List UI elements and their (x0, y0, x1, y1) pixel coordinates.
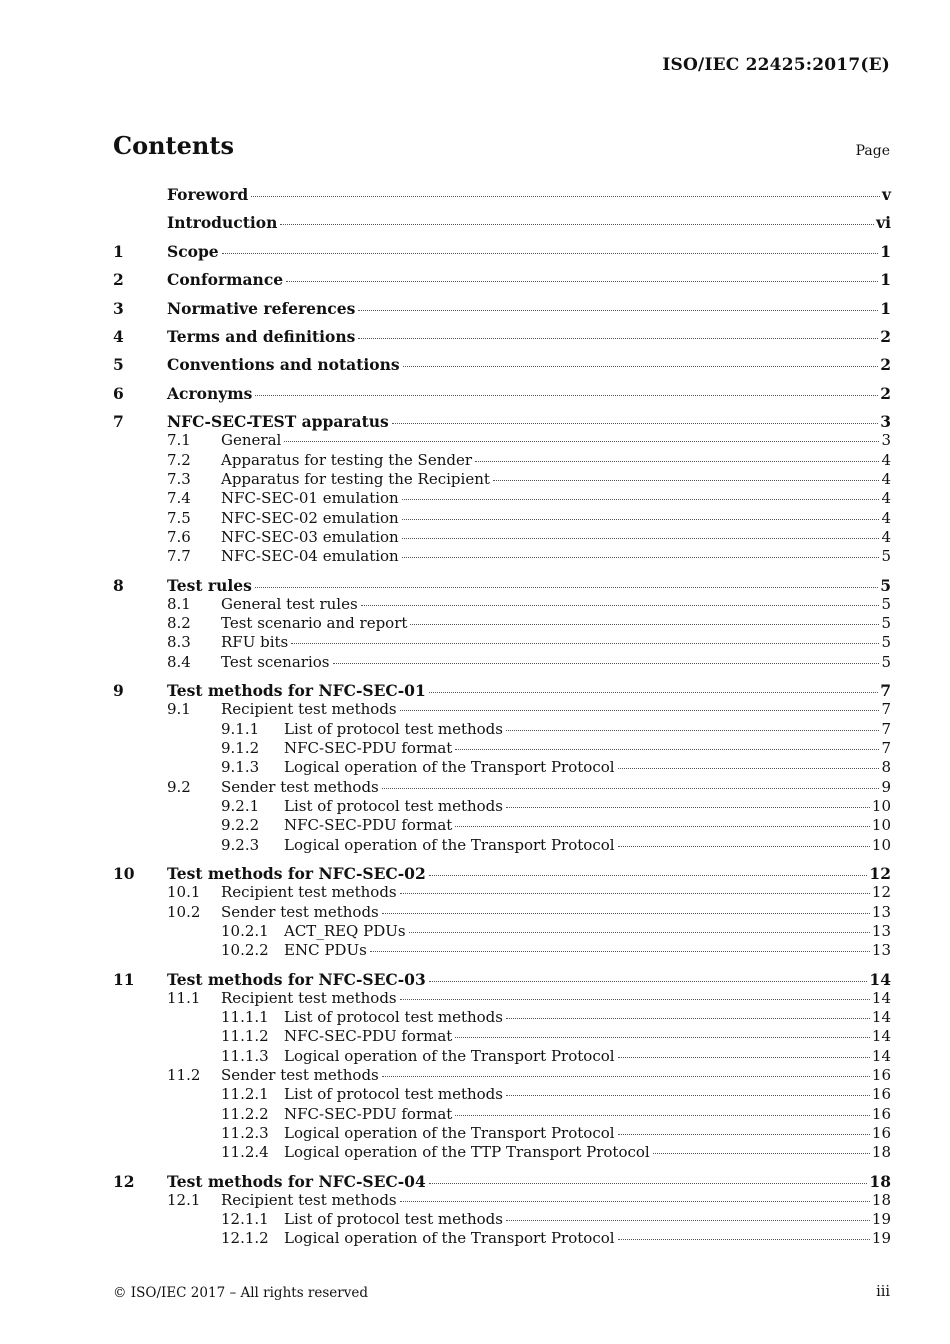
toc-entry-title: Recipient test methods (221, 883, 397, 902)
document-id: ISO/IEC 22425:2017(E) (662, 55, 890, 75)
toc-entry-page: 10 (871, 796, 891, 815)
toc-entry-page: 3 (881, 431, 891, 450)
toc-entry-page: 10 (871, 835, 891, 854)
toc-entry-page: 7 (881, 700, 891, 719)
footer-copyright: © ISO/IEC 2017 – All rights reserved (113, 1285, 368, 1301)
toc-entry-page: 19 (871, 1229, 891, 1248)
toc-entry-number: 10.2.1 (221, 921, 269, 940)
dot-leader (506, 730, 879, 731)
dot-leader (400, 999, 870, 1000)
dot-leader (618, 1057, 870, 1058)
toc-entry-title: Recipient test methods (221, 988, 397, 1007)
toc-subsubclause-entry[interactable] (113, 758, 891, 777)
dot-leader (392, 423, 878, 424)
toc-entry-page: 16 (871, 1123, 891, 1142)
toc-entry-page: 18 (869, 1171, 891, 1191)
toc-subclause-entry[interactable] (113, 595, 891, 614)
dot-leader (410, 624, 879, 625)
toc-entry-page: 9 (881, 777, 891, 796)
toc-entry-page: vi (876, 213, 891, 233)
toc-entry-title: Test scenario and report (221, 614, 408, 633)
toc-entry-title: Logical operation of the Transport Protocol (284, 1229, 615, 1248)
toc-entry-page: 12 (869, 863, 891, 883)
toc-subclause-entry[interactable] (113, 903, 891, 922)
toc-entry-number: 12.1 (167, 1190, 201, 1209)
dot-leader (400, 710, 880, 711)
toc-entry-number: 6 (113, 383, 124, 403)
toc-entry-page: 16 (871, 1066, 891, 1084)
dot-leader (506, 807, 870, 808)
toc-entry-title: Conventions and notations (167, 355, 400, 375)
dot-leader (402, 519, 880, 520)
toc-entry-page: 13 (871, 941, 891, 960)
toc-clause-entry[interactable] (113, 384, 891, 403)
dot-leader (358, 338, 878, 339)
toc-subclause-entry[interactable] (113, 470, 891, 489)
toc-entry-number: 11.2.3 (221, 1123, 269, 1142)
toc-entry-title: Apparatus for testing the Recipient (221, 470, 490, 489)
toc-subsubclause-entry[interactable] (113, 1229, 891, 1248)
toc-clause-entry[interactable] (113, 412, 891, 431)
toc-entry-number: 9.1 (167, 700, 191, 719)
toc-entry-number: 8.2 (167, 614, 191, 633)
toc-entry-page: 12 (871, 883, 891, 902)
toc-entry-page: 13 (871, 921, 891, 940)
dot-leader (653, 1153, 870, 1154)
dot-leader (618, 1239, 870, 1240)
toc-entry-number: 9.1.2 (221, 739, 260, 758)
dot-leader (403, 366, 879, 367)
toc-subclause-entry[interactable] (113, 431, 891, 450)
toc-subsubclause-entry[interactable] (113, 941, 891, 960)
toc-entry-title: Introduction (167, 213, 278, 233)
toc-clause-entry[interactable] (113, 681, 891, 700)
dot-leader (251, 196, 880, 197)
toc-subsubclause-entry[interactable] (113, 1008, 891, 1027)
toc-entry-page: 5 (881, 633, 891, 652)
toc-entry-title: General (221, 431, 282, 450)
dot-leader (455, 826, 870, 827)
toc-entry-title: Sender test methods (221, 902, 379, 921)
dot-leader (382, 913, 870, 914)
toc-subsubclause-entry[interactable] (113, 739, 891, 758)
dot-leader (618, 846, 870, 847)
toc-entry-title: General test rules (221, 594, 358, 613)
toc-entry-title: NFC-SEC-04 emulation (221, 547, 399, 566)
dot-leader (255, 395, 878, 396)
toc-entry-number: 2 (113, 270, 124, 290)
toc-entry-page: 14 (869, 969, 891, 989)
toc-subsubclause-entry[interactable] (113, 1027, 891, 1046)
toc-entry-number: 1 (113, 241, 124, 261)
toc-entry-title: NFC-SEC-01 emulation (221, 489, 399, 508)
toc-subclause-entry[interactable] (113, 633, 891, 652)
toc-subclause-entry[interactable] (113, 1066, 891, 1085)
toc-entry-page: 2 (880, 326, 891, 346)
toc-subsubclause-entry[interactable] (113, 720, 891, 739)
toc-entry-page: 18 (871, 1143, 891, 1162)
toc-subclause-entry[interactable] (113, 547, 891, 566)
toc-entry-title: NFC-SEC-PDU format (284, 1027, 453, 1046)
toc-subsubclause-entry[interactable] (113, 797, 891, 816)
toc-entry-page: 16 (871, 1085, 891, 1104)
contents-title: Contents (113, 131, 234, 160)
toc-entry-number: 8 (113, 575, 124, 595)
toc-clause-entry[interactable] (113, 185, 891, 204)
toc-entry-page: 13 (871, 902, 891, 921)
toc-entry-number: 9.2.2 (221, 816, 260, 835)
toc-subclause-entry[interactable] (113, 883, 891, 902)
toc-clause-entry[interactable] (113, 270, 891, 289)
toc-entry-title: Test scenarios (221, 652, 330, 671)
toc-entry-page: 14 (871, 1027, 891, 1046)
toc-entry-number: 10.1 (167, 883, 201, 902)
toc-subclause-entry[interactable] (113, 489, 891, 508)
toc-entry-title: Sender test methods (221, 777, 379, 796)
toc-entry-title: List of protocol test methods (284, 1085, 503, 1104)
toc-entry-number: 8.1 (167, 594, 191, 613)
toc-subclause-entry[interactable] (113, 1191, 891, 1210)
dot-leader (506, 1095, 870, 1096)
toc-entry-number: 7.6 (167, 527, 191, 546)
toc-entry-number: 7 (113, 412, 124, 432)
toc-entry-title: Test rules (167, 575, 252, 595)
toc-entry-page: 7 (881, 739, 891, 758)
dot-leader (429, 981, 868, 982)
toc-entry-title: Conformance (167, 270, 284, 290)
toc-entry-page: 14 (871, 988, 891, 1007)
toc-clause-entry[interactable] (113, 1172, 891, 1191)
toc-entry-title: Sender test methods (221, 1066, 379, 1084)
toc-entry-number: 11 (113, 969, 135, 989)
dot-leader (400, 1201, 870, 1202)
toc-subclause-entry[interactable] (113, 989, 891, 1008)
toc-entry-page: 1 (880, 270, 891, 290)
dot-leader (280, 224, 874, 225)
toc-entry-page: v (881, 185, 891, 204)
toc-subsubclause-entry[interactable] (113, 836, 891, 855)
dot-leader (361, 605, 880, 606)
toc-entry-title: Logical operation of the TTP Transport Protocol (284, 1143, 650, 1162)
toc-entry-title: Test methods for NFC-SEC-01 (167, 681, 426, 701)
toc-entry-page: 1 (880, 241, 891, 261)
toc-subsubclause-entry[interactable] (113, 922, 891, 941)
toc-entry-page: 5 (881, 547, 891, 566)
toc-subclause-entry[interactable] (113, 509, 891, 528)
toc-entry-title: Apparatus for testing the Sender (221, 450, 473, 469)
toc-clause-entry[interactable] (113, 355, 891, 374)
toc-clause-entry[interactable] (113, 213, 891, 232)
dot-leader (429, 875, 868, 876)
toc-entry-page: 2 (880, 355, 891, 375)
dot-leader (286, 281, 878, 282)
toc-entry-title: Recipient test methods (221, 700, 397, 719)
toc-entry-number: 7.2 (167, 450, 191, 469)
toc-entry-title: NFC-SEC-PDU format (284, 816, 453, 835)
toc-entry-title: Test methods for NFC-SEC-02 (167, 863, 426, 883)
toc-entry-page: 5 (880, 575, 891, 595)
dot-leader (618, 768, 880, 769)
dot-leader (402, 557, 880, 558)
toc-clause-entry[interactable] (113, 864, 891, 883)
toc-entry-page: 14 (871, 1008, 891, 1027)
toc-entry-number: 11.1.3 (221, 1046, 269, 1065)
toc-entry-page: 5 (881, 652, 891, 671)
dot-leader (402, 538, 880, 539)
dot-leader (506, 1220, 870, 1221)
toc-subclause-entry[interactable] (113, 653, 891, 672)
toc-entry-title: Logical operation of the Transport Protocol (284, 1046, 615, 1065)
dot-leader (493, 480, 880, 481)
toc-entry-page: 5 (881, 614, 891, 633)
toc-entry-title: Acronyms (167, 383, 253, 403)
toc-subclause-entry[interactable] (113, 451, 891, 470)
toc-entry-page: 7 (880, 681, 891, 701)
toc-entry-title: Foreword (167, 185, 249, 204)
toc-entry-page: 4 (881, 470, 891, 489)
toc-entry-title: Logical operation of the Transport Protocol (284, 835, 615, 854)
toc-subclause-entry[interactable] (113, 700, 891, 719)
toc-subsubclause-entry[interactable] (113, 816, 891, 835)
toc-entry-number: 12 (113, 1171, 135, 1191)
toc-subsubclause-entry[interactable] (113, 1047, 891, 1066)
toc-entry-page: 4 (881, 450, 891, 469)
toc-entry-title: Recipient test methods (221, 1190, 397, 1209)
toc-clause-entry[interactable] (113, 242, 891, 261)
toc-entry-title: List of protocol test methods (284, 719, 503, 738)
toc-entry-number: 11.1 (167, 988, 201, 1007)
toc-entry-title: List of protocol test methods (284, 1210, 503, 1229)
toc-entry-page: 3 (880, 412, 891, 432)
toc-entry-number: 9.1.3 (221, 758, 260, 777)
toc-entry-page: 5 (881, 594, 891, 613)
toc-entry-title: NFC-SEC-PDU format (284, 739, 453, 758)
dot-leader (370, 951, 870, 952)
toc-entry-number: 7.7 (167, 547, 191, 566)
dot-leader (291, 643, 879, 644)
toc-subclause-entry[interactable] (113, 528, 891, 547)
toc-entry-number: 9 (113, 681, 124, 701)
toc-clause-entry[interactable] (113, 576, 891, 595)
toc-entry-page: 19 (871, 1210, 891, 1229)
dot-leader (400, 893, 870, 894)
dot-leader (333, 663, 880, 664)
toc-entry-number: 11.2 (167, 1066, 201, 1084)
toc-entry-title: NFC-SEC-03 emulation (221, 527, 399, 546)
toc-entry-number: 7.1 (167, 431, 191, 450)
toc-entry-number: 9.2.3 (221, 835, 260, 854)
dot-leader (382, 788, 880, 789)
toc-entry-title: Terms and definitions (167, 326, 356, 346)
toc-clause-entry[interactable] (113, 970, 891, 989)
toc-subsubclause-entry[interactable] (113, 1210, 891, 1229)
toc-subsubclause-entry[interactable] (113, 1105, 891, 1124)
toc-entry-number: 10.2 (167, 902, 201, 921)
dot-leader (222, 253, 879, 254)
dot-leader (618, 1134, 870, 1135)
toc-entry-title: Normative references (167, 298, 356, 318)
toc-entry-page: 18 (871, 1190, 891, 1209)
dot-leader (358, 310, 878, 311)
toc-entry-number: 7.4 (167, 489, 191, 508)
toc-entry-number: 7.5 (167, 508, 191, 527)
toc-entry-title: ACT_REQ PDUs (284, 921, 406, 940)
toc-entry-page: 7 (881, 719, 891, 738)
toc-entry-number: 11.2.4 (221, 1143, 269, 1162)
toc-entry-number: 7.3 (167, 470, 191, 489)
toc-entry-number: 11.1.2 (221, 1027, 269, 1046)
toc-entry-title: Scope (167, 241, 219, 261)
toc-entry-number: 10 (113, 863, 135, 883)
toc-clause-entry[interactable] (113, 299, 891, 318)
toc-subsubclause-entry[interactable] (113, 1124, 891, 1143)
toc-entry-page: 10 (871, 816, 891, 835)
dot-leader (475, 461, 879, 462)
toc-entry-number: 12.1.2 (221, 1229, 269, 1248)
toc-entry-number: 11.1.1 (221, 1008, 269, 1027)
toc-entry-page: 16 (871, 1104, 891, 1123)
toc-entry-number: 5 (113, 355, 124, 375)
toc-entry-title: List of protocol test methods (284, 1008, 503, 1027)
toc-entry-number: 8.3 (167, 633, 191, 652)
toc-entry-page: 14 (871, 1046, 891, 1065)
toc-entry-page: 2 (880, 383, 891, 403)
toc-entry-title: NFC-SEC-PDU format (284, 1104, 453, 1123)
toc-clause-entry[interactable] (113, 327, 891, 346)
toc-entry-number: 11.2.1 (221, 1085, 269, 1104)
toc-subsubclause-entry[interactable] (113, 1143, 891, 1162)
footer-page-number: iii (876, 1284, 890, 1300)
toc-entry-page: 1 (880, 298, 891, 318)
toc-entry-number: 3 (113, 298, 124, 318)
dot-leader (284, 441, 879, 442)
toc-entry-title: Logical operation of the Transport Protocol (284, 1123, 615, 1142)
toc-entry-page: 4 (881, 508, 891, 527)
dot-leader (409, 932, 870, 933)
toc-entry-title: List of protocol test methods (284, 796, 503, 815)
toc-subclause-entry[interactable] (113, 778, 891, 797)
toc-entry-title: Logical operation of the Transport Protocol (284, 758, 615, 777)
toc-entry-title: NFC-SEC-02 emulation (221, 508, 399, 527)
table-of-contents (113, 185, 891, 1249)
toc-entry-number: 9.2.1 (221, 796, 260, 815)
dot-leader (506, 1018, 870, 1019)
dot-leader (382, 1076, 870, 1077)
toc-entry-number: 8.4 (167, 652, 191, 671)
dot-leader (429, 692, 878, 693)
toc-entry-number: 9.1.1 (221, 719, 260, 738)
toc-entry-title: ENC PDUs (284, 941, 367, 960)
dot-leader (402, 499, 880, 500)
toc-entry-number: 10.2.2 (221, 941, 269, 960)
dot-leader (455, 749, 879, 750)
dot-leader (429, 1183, 868, 1184)
toc-entry-title: RFU bits (221, 633, 289, 652)
toc-entry-number: 4 (113, 326, 124, 346)
page-column-label: Page (855, 143, 890, 159)
dot-leader (455, 1115, 870, 1116)
toc-subclause-entry[interactable] (113, 614, 891, 633)
toc-entry-number: 9.2 (167, 777, 191, 796)
dot-leader (455, 1037, 870, 1038)
toc-subsubclause-entry[interactable] (113, 1085, 891, 1104)
toc-entry-page: 4 (881, 527, 891, 546)
toc-entry-page: 8 (881, 758, 891, 777)
toc-entry-title: NFC-SEC-TEST apparatus (167, 412, 389, 432)
toc-entry-title: Test methods for NFC-SEC-03 (167, 969, 426, 989)
toc-entry-page: 4 (881, 489, 891, 508)
toc-entry-number: 12.1.1 (221, 1210, 269, 1229)
toc-entry-number: 11.2.2 (221, 1104, 269, 1123)
dot-leader (255, 587, 878, 588)
toc-entry-title: Test methods for NFC-SEC-04 (167, 1171, 426, 1191)
